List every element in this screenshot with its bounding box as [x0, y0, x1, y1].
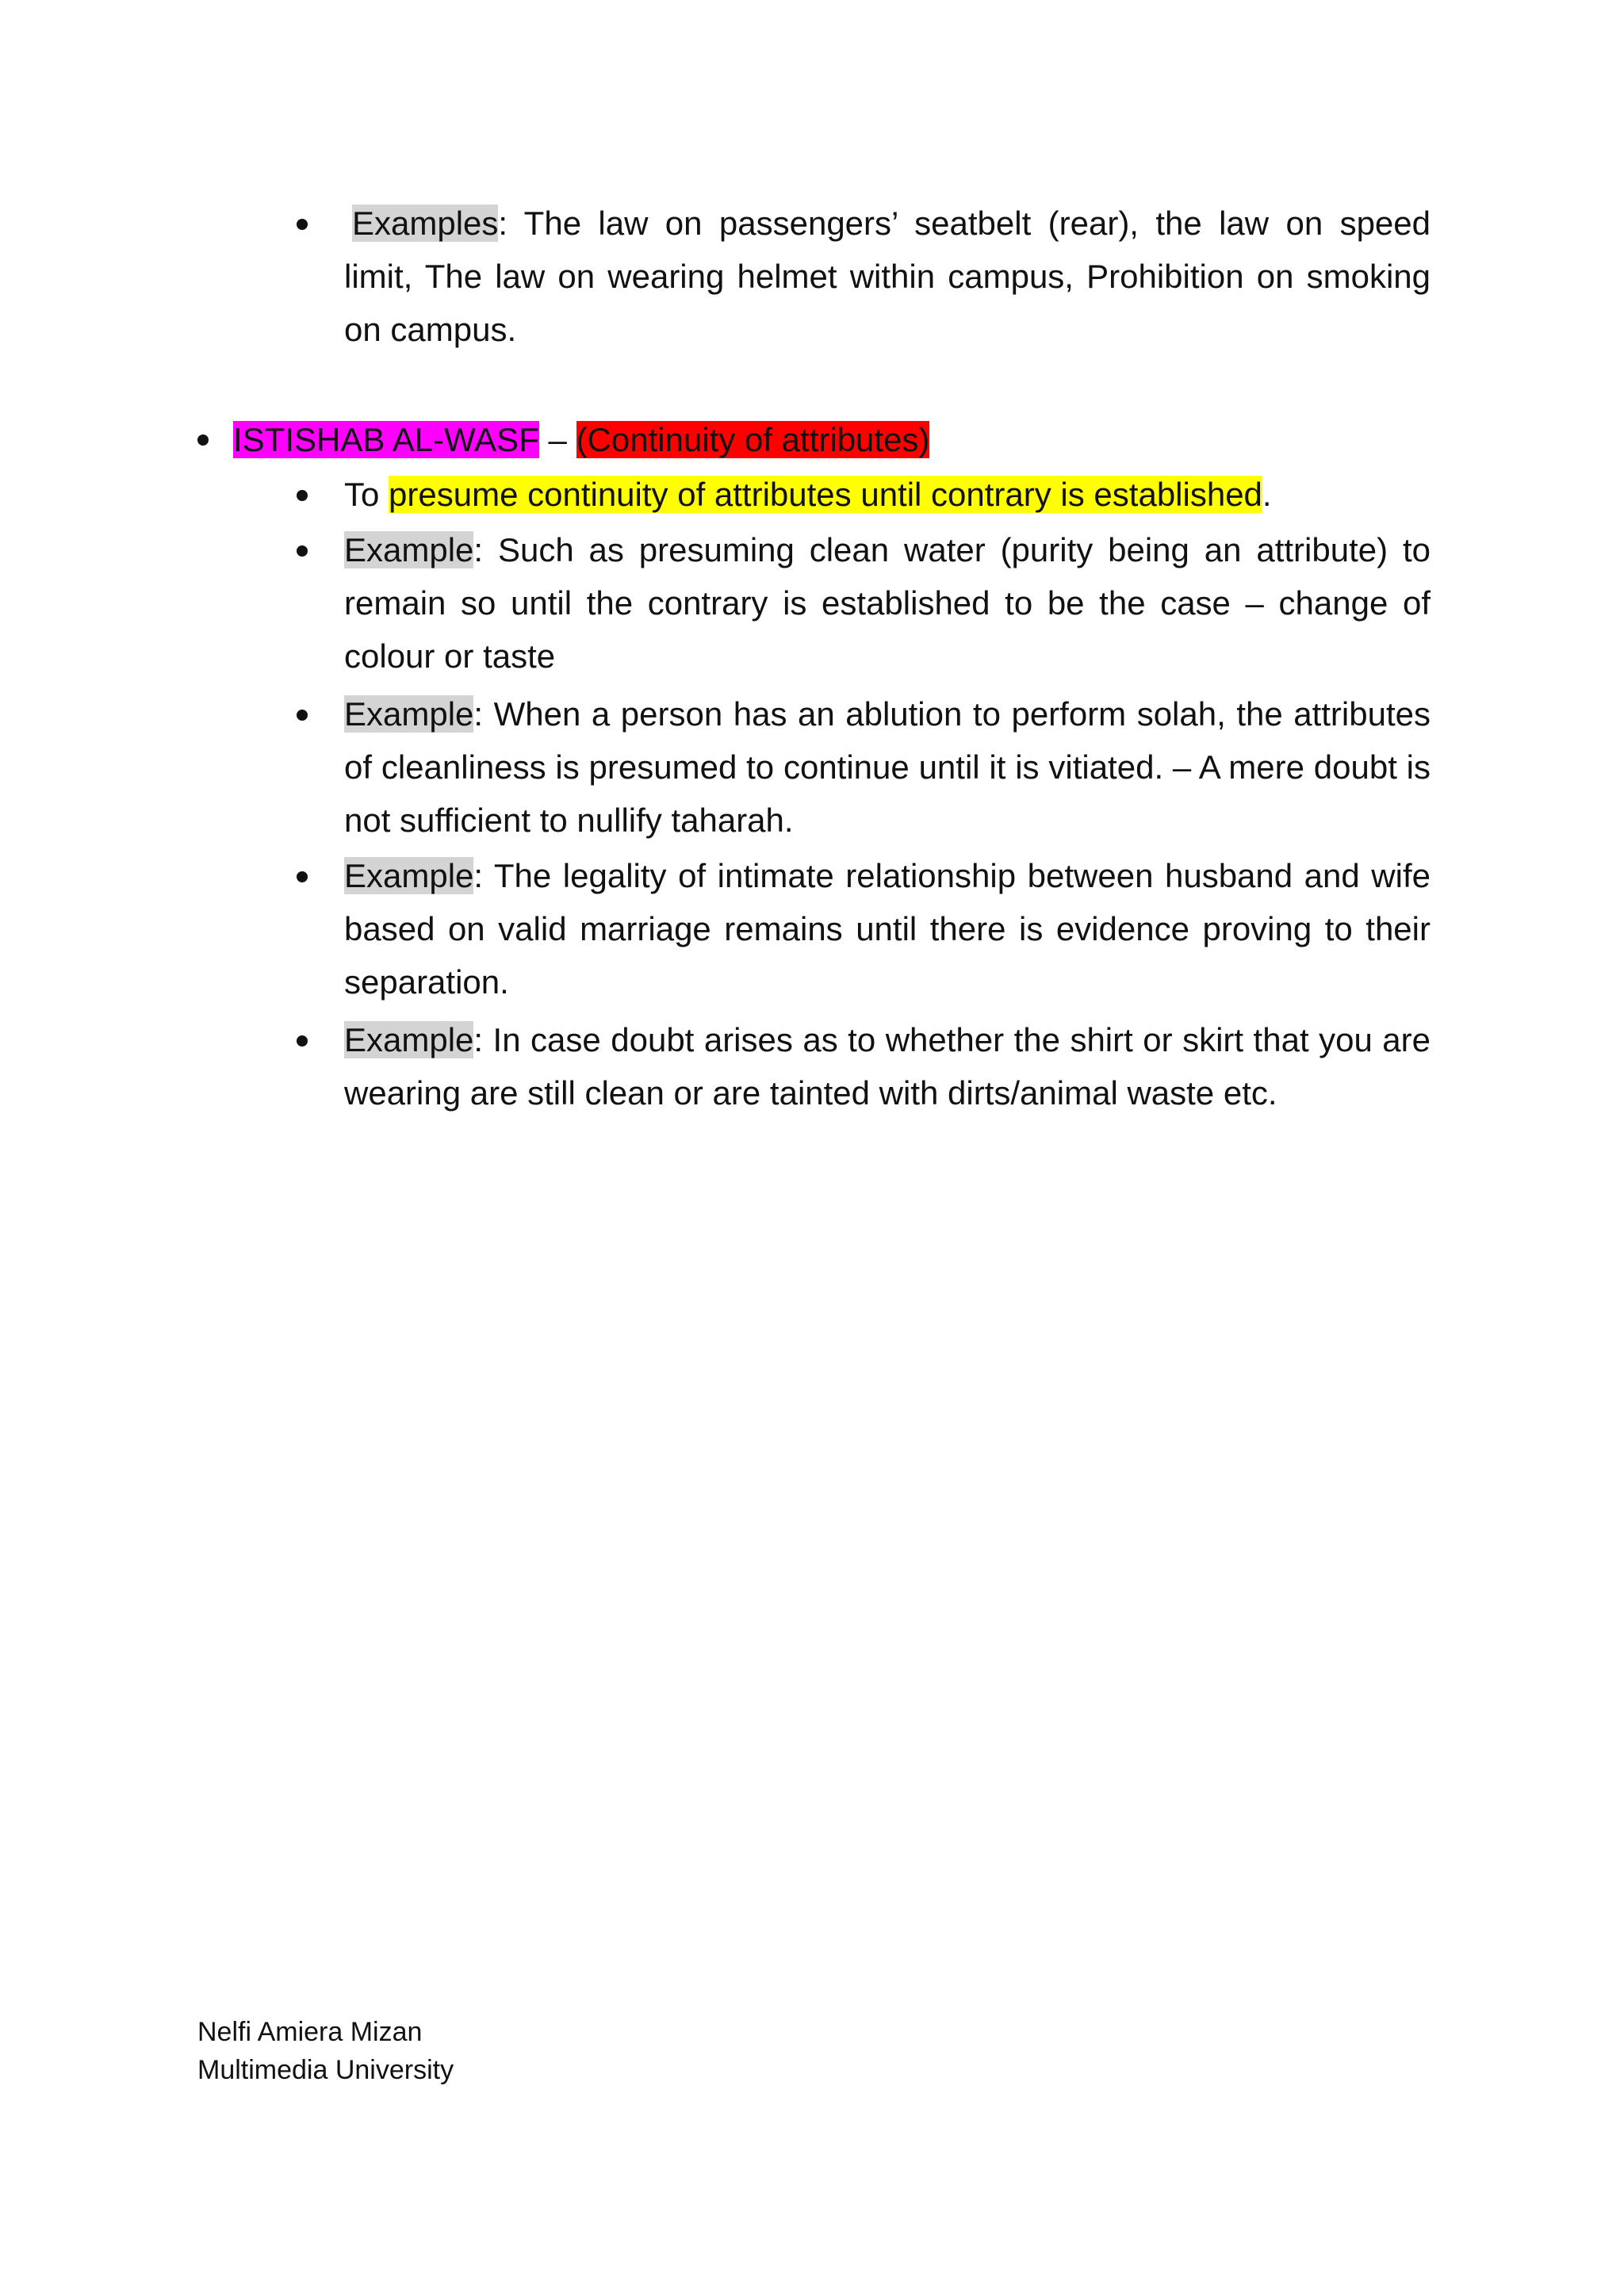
bullet-icon — [297, 710, 308, 721]
examples-text: : The law on passengers’ seatbelt (rear), the law on speed limit, The law on wearing helmet within campus, Prohibition on smoking on campus. — [344, 205, 1431, 348]
example-text: : Such as presuming clean water (purity being an attribute) to remain so until the contrary is established to be the case – change of colour or taste — [344, 531, 1431, 675]
section-heading — [233, 413, 929, 466]
example-paragraph-2 — [344, 687, 1431, 847]
example-paragraph-3 — [344, 849, 1431, 1008]
examples-paragraph — [344, 197, 1431, 356]
heading-term: ISTISHAB AL-WASF — [233, 421, 539, 458]
heading-subtitle: (Continuity of attributes) — [576, 421, 930, 458]
bullet-icon — [197, 434, 209, 446]
heading-dash: – — [538, 421, 576, 458]
example-label: Example — [344, 695, 474, 733]
example-paragraph-1 — [344, 523, 1431, 683]
example-text: : In case doubt arises as to whether the shirt or skirt that you are wearing are still clean or are tainted with dirts/animal waste etc. — [344, 1021, 1431, 1112]
page-footer — [197, 2013, 454, 2089]
presume-prefix: To — [344, 476, 389, 513]
presume-highlight: presume continuity of attributes until contrary is established — [389, 476, 1262, 513]
presume-suffix: . — [1262, 476, 1272, 513]
bullet-icon — [297, 219, 308, 230]
example-label: Example — [344, 1021, 474, 1058]
author-name: Nelfi Amiera Mizan — [197, 2017, 423, 2047]
bullet-icon — [297, 490, 308, 501]
examples-label: Examples — [352, 205, 499, 242]
example-label: Example — [344, 531, 474, 568]
author-institution: Multimedia University — [197, 2055, 454, 2085]
example-text: : When a person has an ablution to perform solah, the attributes of cleanliness is presumed to continue until it is vitiated. – A mere doubt is not sufficient to nullify taharah. — [344, 695, 1431, 839]
bullet-icon — [297, 1035, 308, 1047]
example-text: : The legality of intimate relationship between husband and wife based on valid marriage remains until there is evidence proving to their separation. — [344, 857, 1431, 1001]
example-paragraph-4 — [344, 1013, 1431, 1119]
presume-paragraph — [344, 468, 1431, 521]
bullet-icon — [297, 545, 308, 557]
example-label: Example — [344, 857, 474, 894]
bullet-icon — [297, 871, 308, 882]
